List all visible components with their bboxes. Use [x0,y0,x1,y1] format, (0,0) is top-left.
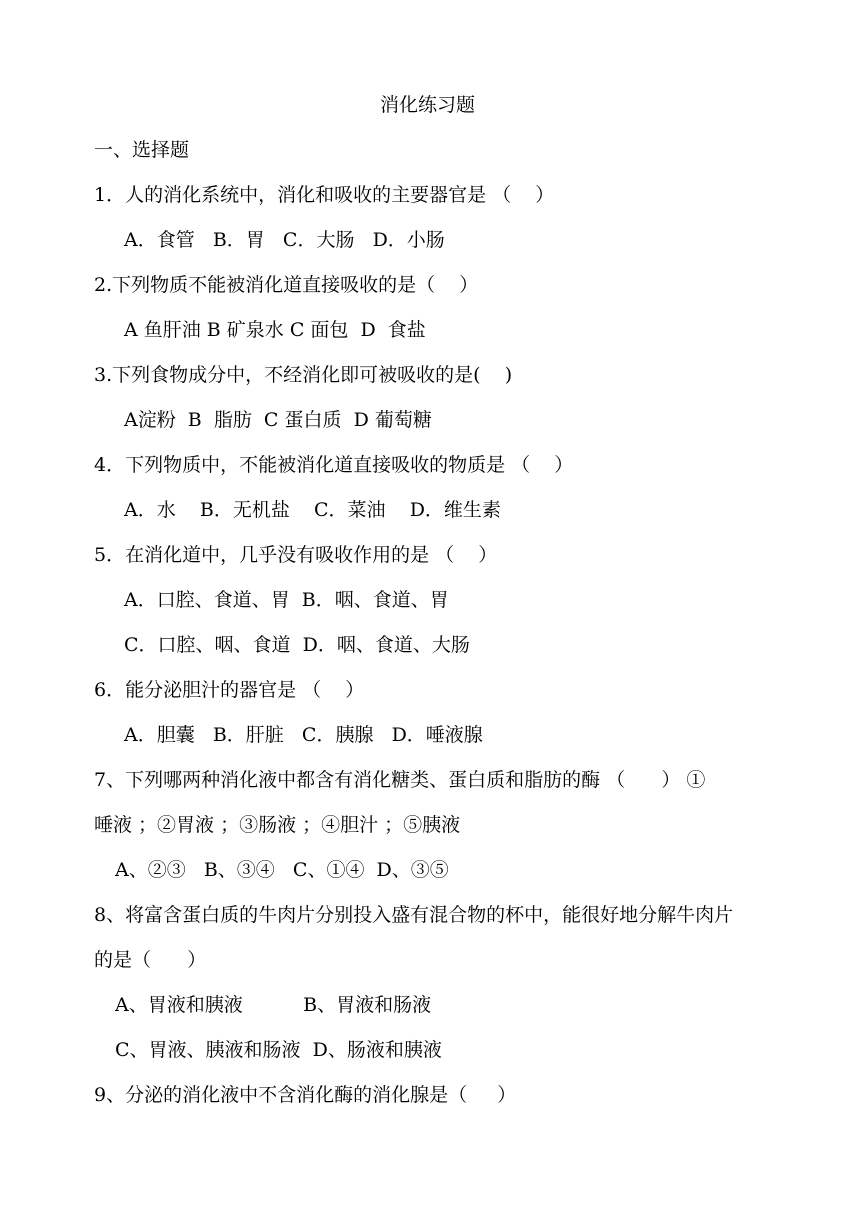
question-6: 6．能分泌胆汁的器官是 （ ） [94,679,365,701]
question-5-options-b: C．口腔、咽、食道 D．咽、食道、大肠 [124,634,470,656]
question-7-line-2: 唾液 ；②胃液 ；③肠液 ；④胆汁 ；⑤胰液 [94,814,461,836]
question-1: 1．人的消化系统中，消化和吸收的主要器官是 （ ） [94,184,555,206]
section-heading: 一、选择题 [94,139,190,161]
question-3: 3.下列食物成分中，不经消化即可被吸收的是( ) [94,364,513,386]
question-7-line-1: 7、下列哪两种消化液中都含有消化糖类、蛋白质和脂肪的酶 （ ） ① [94,769,706,791]
question-3-options: A淀粉 B 脂肪 C 蛋白质 D 葡萄糖 [124,409,432,431]
question-2-options: A 鱼肝油 B 矿泉水 C 面包 D 食盐 [124,319,426,341]
question-8-options-a: A、胃液和胰液 B、胃液和肠液 [115,994,432,1016]
question-5-options-a: A．口腔、食道、胃 B．咽、食道、胃 [124,589,449,611]
question-5: 5．在消化道中，几乎没有吸收作用的是 （ ） [94,544,498,566]
question-8-options-b: C、胃液、胰液和肠液 D、肠液和胰液 [115,1039,442,1061]
question-6-options: A．胆囊 B．肝脏 C．胰腺 D．唾液腺 [124,724,483,746]
question-1-options: A．食管 B．胃 C．大肠 D．小肠 [124,229,445,251]
question-4: 4．下列物质中，不能被消化道直接吸收的物质是 （ ） [94,454,574,476]
question-9: 9、分泌的消化液中不含消化酶的消化腺是（ ） [94,1084,517,1106]
question-8-line-1: 8、将富含蛋白质的牛肉片分别投入盛有混合物的杯中，能很好地分解牛肉片 [94,904,734,926]
question-7-options: A、②③ B、③④ C、①④ D、③⑤ [115,859,449,881]
question-8-line-2: 的是（ ） [94,949,207,971]
question-4-options: A．水 B．无机盐 C．菜油 D．维生素 [124,499,501,521]
question-2: 2.下列物质不能被消化道直接吸收的是（ ） [94,274,479,296]
page-title: 消化练习题 [380,94,476,116]
